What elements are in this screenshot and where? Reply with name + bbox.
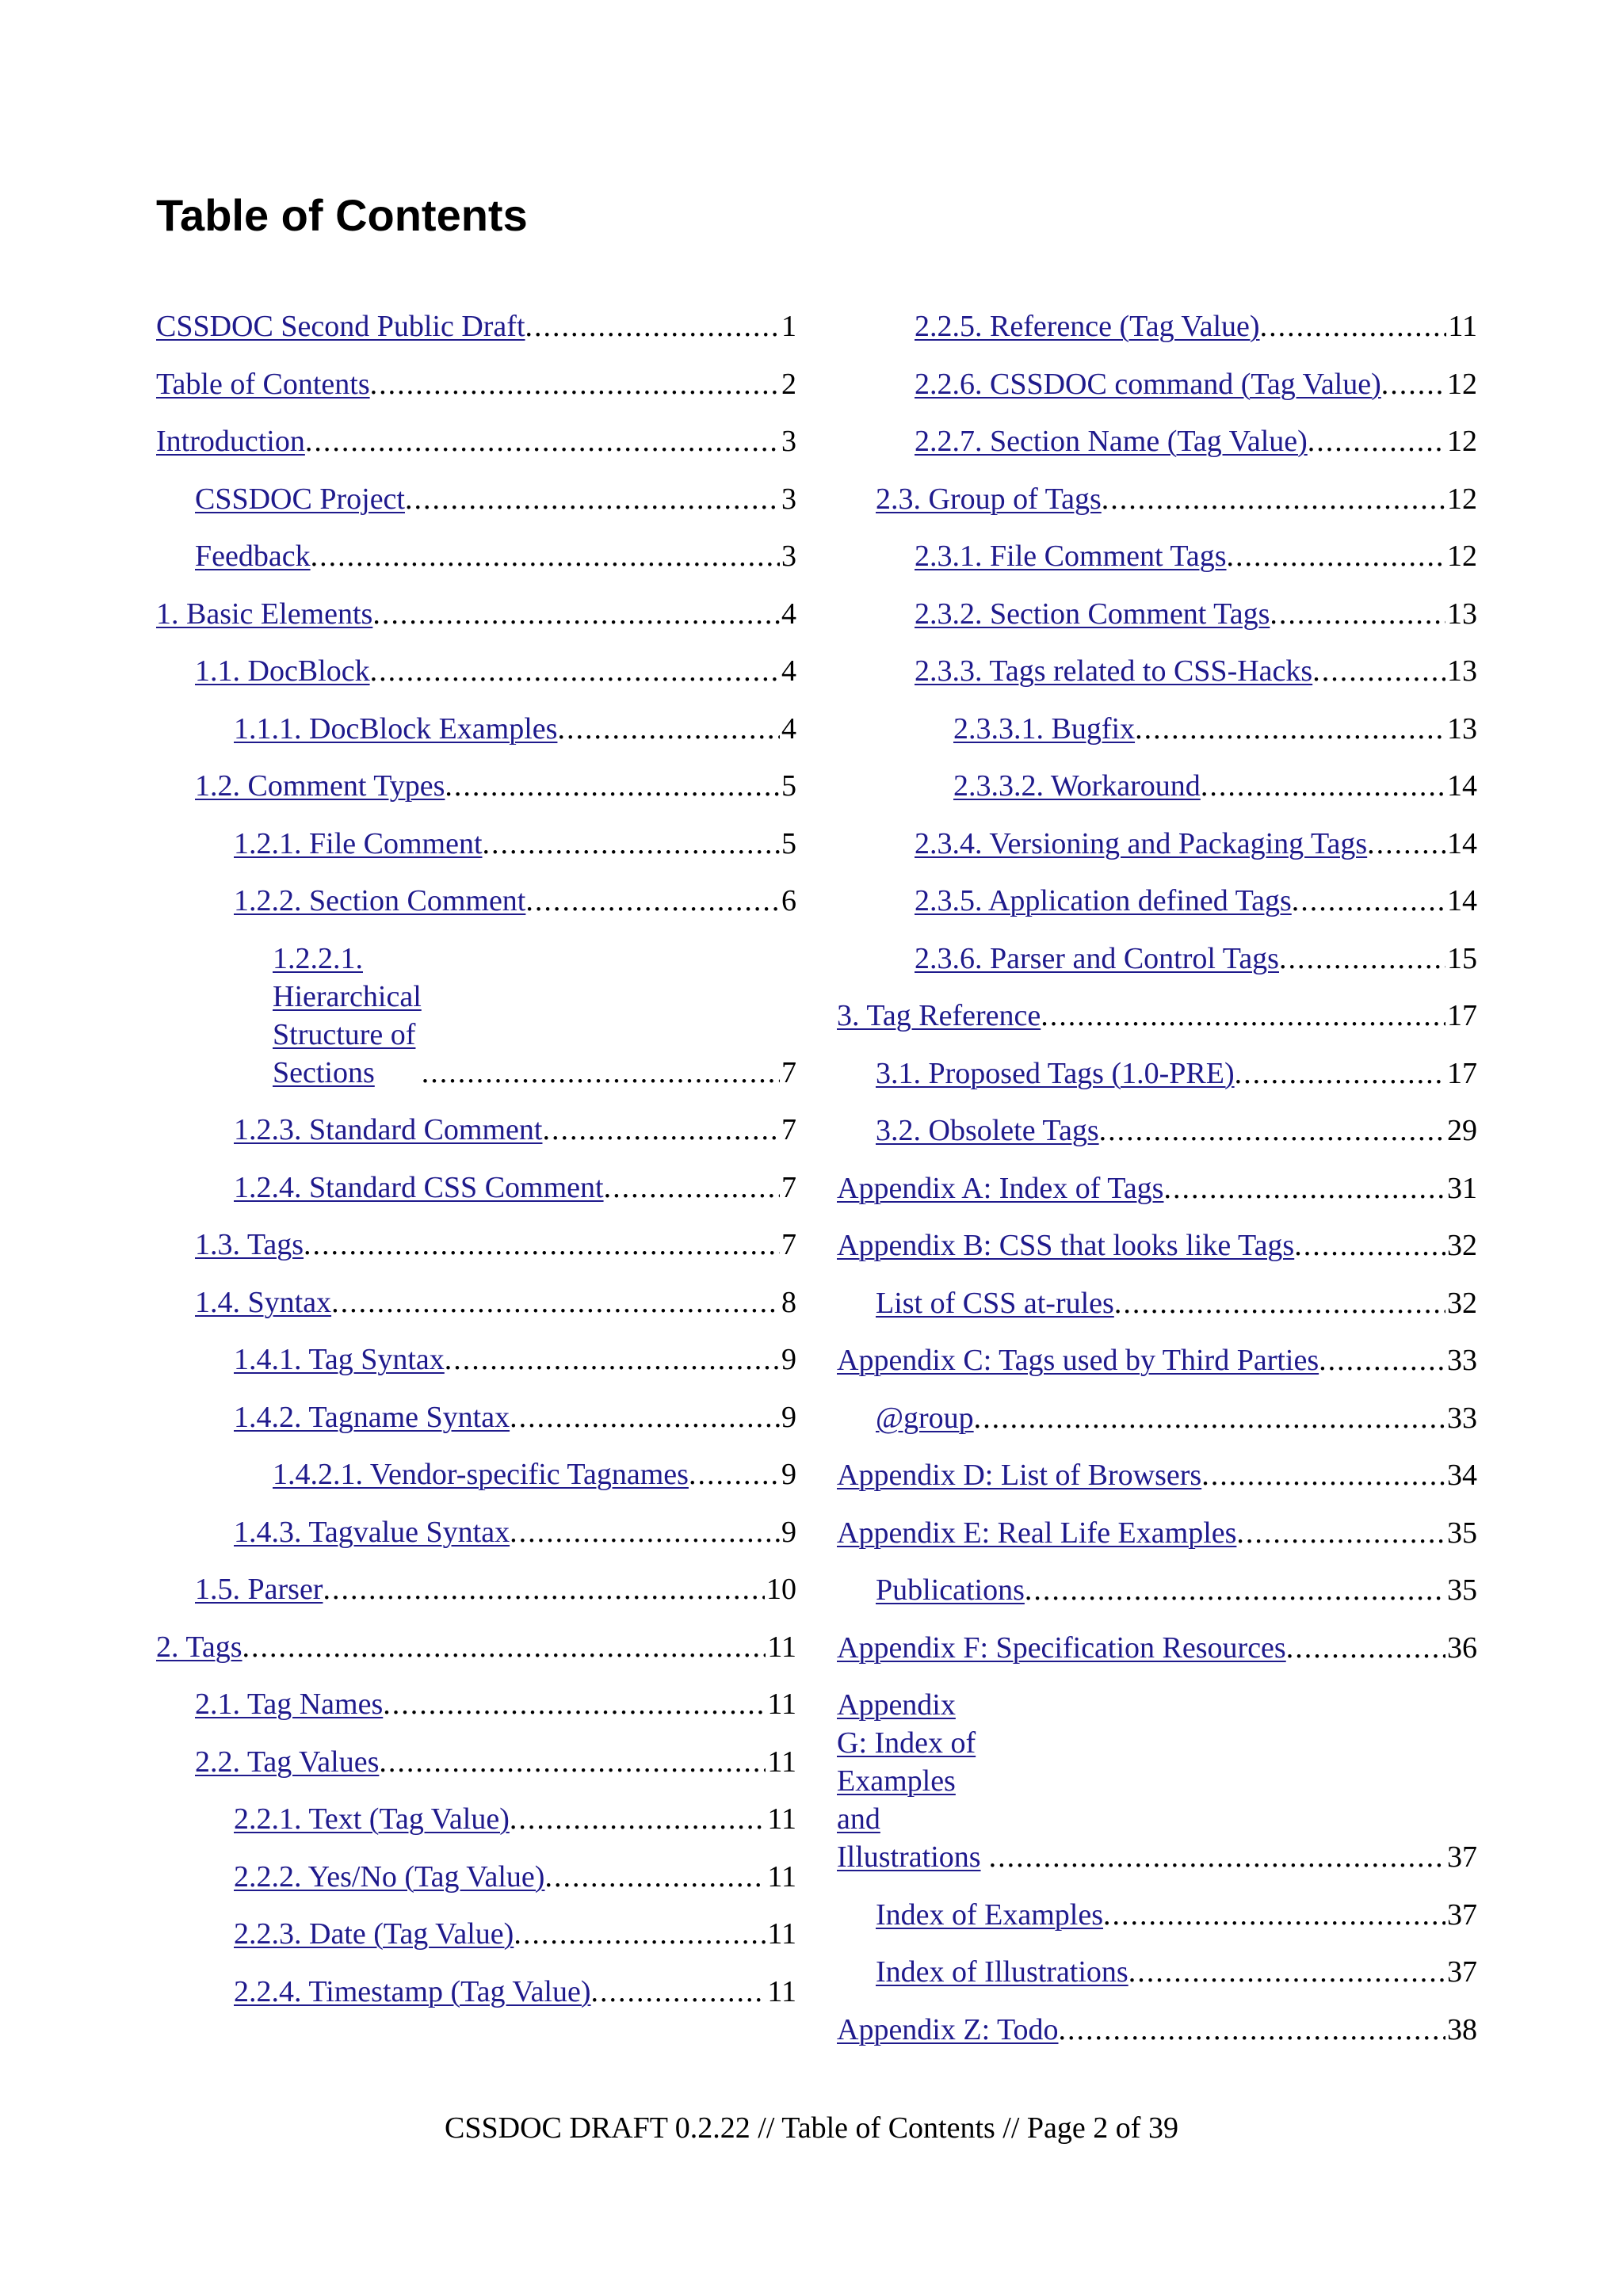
toc-leader-dots — [557, 710, 780, 748]
toc-leader-dots — [304, 1226, 780, 1264]
toc-entry-2-2-2-yes-no-tag-value — [156, 1858, 796, 1896]
toc-page-number: 3 — [781, 482, 796, 516]
toc-page-number: 17 — [1447, 1056, 1477, 1090]
toc-entry-appendix-e-real-life-examples — [837, 1514, 1477, 1552]
toc-entry-appendix-g-index-of-examples-and-illustrations — [837, 1686, 1477, 1876]
toc-link[interactable]: 1.2.3. Standard Comment — [234, 1113, 543, 1146]
toc-leader-dots — [1294, 1226, 1445, 1264]
toc-entry-1-basic-elements — [156, 595, 796, 633]
toc-leader-dots — [1128, 1953, 1445, 1991]
toc-leader-dots — [1312, 652, 1445, 690]
toc-page-number: 37 — [1447, 1840, 1477, 1874]
toc-link[interactable]: @group — [876, 1401, 974, 1435]
toc-link[interactable]: 1.2. Comment Types — [195, 769, 445, 803]
toc-link[interactable]: Index of Examples — [876, 1897, 1104, 1932]
toc-page-number: 34 — [1447, 1459, 1477, 1492]
toc-entry-cssdoc-project — [156, 480, 796, 518]
toc-leader-dots — [1367, 825, 1445, 863]
toc-leader-dots — [323, 1570, 765, 1608]
toc-page-number: 11 — [767, 1802, 796, 1836]
toc-entry-2-3-3-tags-related-to-css-hacks — [837, 652, 1477, 690]
toc-link[interactable]: 2.3.4. Versioning and Packaging Tags — [915, 826, 1368, 860]
toc-page-number: 14 — [1447, 826, 1477, 860]
toc-page-number: 32 — [1447, 1229, 1477, 1262]
toc-page-number: 31 — [1447, 1171, 1477, 1205]
toc-entry-index-of-illustrations — [837, 1953, 1477, 1991]
toc-entry-1-4-2-1-vendor-specific-tagnames — [156, 1455, 796, 1493]
toc-page-number: 11 — [767, 1630, 796, 1664]
toc-leader-dots — [510, 1513, 780, 1551]
toc-link[interactable]: Appendix B: CSS that looks like Tags — [837, 1229, 1295, 1262]
toc-page-number: 37 — [1447, 1897, 1477, 1932]
toc-entry-2-2-4-timestamp-tag-value — [156, 1973, 796, 2011]
toc-entry-2-2-1-text-tag-value — [156, 1800, 796, 1838]
toc-leader-dots — [1270, 595, 1445, 633]
toc-link[interactable]: CSSDOC Project — [195, 482, 405, 516]
toc-link[interactable]: 1.1. DocBlock — [195, 654, 370, 688]
toc-leader-dots — [1381, 365, 1445, 403]
toc-entry-1-3-tags — [156, 1226, 796, 1264]
toc-leader-dots — [370, 365, 780, 403]
toc-leader-dots — [1163, 1169, 1445, 1207]
toc-entry-1-4-1-tag-syntax — [156, 1341, 796, 1379]
toc-link[interactable]: 1.4.1. Tag Syntax — [234, 1343, 445, 1376]
toc-page-number: 15 — [1447, 941, 1477, 975]
toc-link[interactable]: 1.4.2. Tagname Syntax — [234, 1400, 510, 1434]
toc-link[interactable]: Appendix F: Specification Resources — [837, 1630, 1286, 1665]
toc-page-number: 36 — [1447, 1630, 1477, 1665]
toc-page-number: 3 — [781, 425, 796, 458]
toc-leader-dots — [383, 1685, 766, 1723]
toc-link[interactable]: 2.3.3.2. Workaround — [953, 769, 1201, 803]
toc-leader-dots — [974, 1399, 1445, 1437]
toc-page-number: 1 — [781, 310, 796, 343]
toc-leader-dots — [1308, 422, 1445, 460]
toc-page-number: 7 — [781, 1228, 796, 1261]
toc-leader-dots — [370, 652, 780, 690]
toc-entry-3-tag-reference — [837, 997, 1477, 1035]
toc-entry-2-3-3-2-workaround — [837, 767, 1477, 805]
toc-entry-index-of-examples — [837, 1896, 1477, 1934]
toc-page-number: 29 — [1447, 1114, 1477, 1147]
toc-leader-dots — [372, 595, 780, 633]
toc-leader-dots — [1025, 1571, 1445, 1609]
toc-page-number: 37 — [1447, 1955, 1477, 1989]
toc-page-number: 38 — [1447, 2012, 1477, 2046]
toc-leader-dots — [405, 480, 780, 518]
toc-leader-dots — [514, 1915, 766, 1953]
toc-entry-appendix-d-list-of-browsers — [837, 1456, 1477, 1494]
toc-page-number: 14 — [1447, 769, 1477, 803]
toc-link[interactable]: 2.3.3.1. Bugfix — [953, 711, 1136, 746]
toc-page-number: 10 — [766, 1573, 796, 1606]
toc-leader-dots — [1201, 1456, 1445, 1494]
toc-leader-dots — [604, 1169, 780, 1207]
toc-entry-table-of-contents — [156, 365, 796, 403]
toc-entry-1-2-2-section-comment — [156, 882, 796, 920]
toc-leader-dots — [510, 1398, 780, 1436]
toc-link[interactable]: 2.2. Tag Values — [195, 1745, 380, 1779]
toc-leader-dots — [1292, 882, 1445, 920]
toc-entry-1-4-2-tagname-syntax — [156, 1398, 796, 1436]
toc-leader-dots — [311, 537, 780, 575]
toc-page-number: 4 — [781, 654, 796, 688]
toc-link[interactable]: 3.1. Proposed Tags (1.0-PRE) — [876, 1056, 1235, 1090]
toc-entry-3-2-obsolete-tags — [837, 1112, 1477, 1150]
toc-page-number: 35 — [1447, 1516, 1477, 1550]
toc-leader-dots — [445, 767, 780, 805]
toc-link[interactable]: Index of Illustrations — [876, 1955, 1128, 1989]
toc-left-column — [156, 307, 796, 2030]
toc-page-number: 13 — [1447, 711, 1477, 746]
toc-entry-publications — [837, 1571, 1477, 1609]
toc-page-number: 9 — [781, 1400, 796, 1434]
toc-leader-dots — [379, 1743, 766, 1781]
toc-link[interactable]: Appendix Z: Todo — [837, 2012, 1059, 2046]
toc-leader-dots — [1236, 1514, 1445, 1552]
toc-link[interactable]: 2.2.7. Section Name (Tag Value) — [915, 425, 1308, 458]
toc-link[interactable]: 1.2.4. Standard CSS Comment — [234, 1170, 604, 1204]
toc-entry-appendix-z-todo — [837, 2011, 1477, 2049]
toc-entry-2-3-5-application-defined-tags — [837, 882, 1477, 920]
toc-link[interactable]: 2.2.4. Timestamp (Tag Value) — [234, 1974, 591, 2008]
toc-link[interactable]: 1.2.2.1. Hierarchical Structure of Sections — [273, 941, 422, 1089]
toc-link[interactable]: 3.2. Obsolete Tags — [876, 1114, 1099, 1147]
toc-entry-introduction — [156, 422, 796, 460]
toc-leader-dots — [525, 882, 780, 920]
toc-page-number: 7 — [781, 1113, 796, 1146]
toc-page-number: 11 — [767, 1745, 796, 1779]
toc-leader-dots — [1319, 1341, 1445, 1379]
toc-page-number: 14 — [1447, 884, 1477, 917]
toc-link[interactable]: 2.3.2. Section Comment Tags — [915, 597, 1270, 631]
toc-leader-dots — [1041, 997, 1445, 1035]
toc-leader-dots — [422, 1054, 780, 1092]
toc-entry-2-3-1-file-comment-tags — [837, 537, 1477, 575]
toc-leader-dots — [1103, 1896, 1445, 1934]
toc-entry-1-4-3-tagvalue-syntax — [156, 1513, 796, 1551]
toc-link[interactable]: 2.3.1. File Comment Tags — [915, 540, 1227, 573]
toc-page-number: 3 — [781, 540, 796, 573]
toc-link[interactable]: 2.3. Group of Tags — [876, 482, 1102, 516]
toc-link[interactable]: Appendix A: Index of Tags — [837, 1171, 1164, 1205]
toc-leader-dots — [591, 1973, 766, 2011]
toc-entry-1-1-1-docblock-examples — [156, 710, 796, 748]
toc-link[interactable]: Appendix E: Real Life Examples — [837, 1516, 1237, 1550]
toc-link[interactable]: Appendix C: Tags used by Third Parties — [837, 1344, 1319, 1377]
toc-leader-dots — [1286, 1629, 1445, 1667]
toc-entry-3-1-proposed-tags-1-0-pre — [837, 1055, 1477, 1093]
toc-page-number: 9 — [781, 1458, 796, 1491]
toc-entry-2-2-3-date-tag-value — [156, 1915, 796, 1953]
toc-link[interactable]: 2.2.5. Reference (Tag Value) — [915, 310, 1260, 343]
toc-page-number: 7 — [781, 1055, 796, 1089]
toc-leader-dots — [544, 1858, 766, 1896]
toc-entry-2-2-5-reference-tag-value — [837, 307, 1477, 345]
toc-page-number: 11 — [767, 1859, 796, 1894]
toc-link[interactable]: 3. Tag Reference — [837, 999, 1041, 1032]
toc-page-number: 5 — [781, 769, 796, 803]
toc-entry-2-3-6-parser-and-control-tags — [837, 940, 1477, 978]
toc-page-number: 17 — [1447, 999, 1477, 1032]
toc-entry-1-2-2-1-hierarchical-structure-of-sections — [156, 940, 796, 1092]
toc-leader-dots — [445, 1341, 780, 1379]
toc-leader-dots — [1235, 1055, 1445, 1093]
toc-page-number: 11 — [767, 1917, 796, 1951]
toc-page-number: 11 — [767, 1974, 796, 2008]
toc-link[interactable]: 2.2.1. Text (Tag Value) — [234, 1802, 510, 1836]
toc-entry-2-3-4-versioning-and-packaging-tags — [837, 825, 1477, 863]
toc-link[interactable]: 1.2.1. File Comment — [234, 826, 483, 860]
toc-entry-1-1-docblock — [156, 652, 796, 690]
toc-page-number: 9 — [781, 1515, 796, 1549]
toc-page-number: 5 — [781, 826, 796, 860]
toc-entry-1-2-comment-types — [156, 767, 796, 805]
toc-entry-cssdoc-second-public-draft — [156, 307, 796, 345]
toc-leader-dots — [1099, 1112, 1445, 1150]
toc-entry-appendix-c-tags-used-by-third-parties — [837, 1341, 1477, 1379]
toc-page-number: 13 — [1447, 654, 1477, 688]
toc-link[interactable]: List of CSS at-rules — [876, 1286, 1114, 1320]
toc-link[interactable]: 2.2.3. Date (Tag Value) — [234, 1917, 514, 1951]
toc-page-number: 12 — [1447, 540, 1477, 573]
toc-link[interactable]: 1.1.1. DocBlock Examples — [234, 711, 558, 746]
toc-page-number: 6 — [781, 884, 796, 917]
toc-leader-dots — [331, 1283, 780, 1322]
toc-link[interactable]: CSSDOC Second Public Draft — [156, 310, 525, 343]
toc-leader-dots — [1114, 1284, 1445, 1322]
toc-page-number: 11 — [767, 1688, 796, 1721]
toc-entry-1-2-4-standard-css-comment — [156, 1169, 796, 1207]
toc-leader-dots — [1279, 940, 1445, 978]
toc-entry-2-2-tag-values — [156, 1743, 796, 1781]
toc-link[interactable]: 1.3. Tags — [195, 1228, 304, 1261]
toc-page-number: 7 — [781, 1170, 796, 1204]
toc-leader-dots — [542, 1111, 780, 1149]
toc-link[interactable]: Feedback — [195, 540, 311, 573]
toc-entry-2-3-2-section-comment-tags — [837, 595, 1477, 633]
toc-link[interactable]: 2.3.3. Tags related to CSS-Hacks — [915, 654, 1313, 688]
toc-entry-1-2-3-standard-comment — [156, 1111, 796, 1149]
toc-page-number: 13 — [1447, 597, 1477, 631]
toc-page-number: 9 — [781, 1343, 796, 1376]
toc-link[interactable]: Table of Contents — [156, 367, 370, 401]
toc-leader-dots — [242, 1628, 766, 1666]
toc-leader-dots — [1135, 710, 1445, 748]
toc-page-number: 4 — [781, 597, 796, 631]
toc-leader-dots — [1102, 480, 1445, 518]
toc-page-number: 35 — [1447, 1573, 1477, 1607]
toc-right-column — [837, 307, 1477, 2068]
toc-link[interactable]: 1.4.3. Tagvalue Syntax — [234, 1515, 510, 1549]
toc-entry-appendix-a-index-of-tags — [837, 1169, 1477, 1207]
toc-link[interactable]: 2.3.6. Parser and Control Tags — [915, 941, 1279, 975]
toc-entry-2-2-6-cssdoc-command-tag-value — [837, 365, 1477, 403]
toc-leader-dots — [525, 307, 781, 345]
toc-page-number: 8 — [781, 1285, 796, 1319]
toc-link[interactable]: Introduction — [156, 425, 305, 458]
toc-link[interactable]: 2.2.6. CSSDOC command (Tag Value) — [915, 367, 1381, 401]
toc-entry-group — [837, 1399, 1477, 1437]
toc-entry-2-3-group-of-tags — [837, 480, 1477, 518]
toc-link[interactable]: 1.2.2. Section Comment — [234, 884, 526, 917]
toc-link[interactable]: 2.1. Tag Names — [195, 1688, 384, 1721]
toc-link[interactable]: 1. Basic Elements — [156, 597, 373, 631]
toc-link[interactable]: Appendix G: Index of Examples and Illustrations — [837, 1688, 981, 1874]
toc-link[interactable]: 2.2.2. Yes/No (Tag Value) — [234, 1859, 545, 1894]
toc-leader-dots — [1059, 2011, 1445, 2049]
toc-link[interactable]: 2. Tags — [156, 1630, 242, 1664]
toc-entry-2-2-7-section-name-tag-value — [837, 422, 1477, 460]
toc-page-number: 12 — [1447, 482, 1477, 516]
page-footer: CSSDOC DRAFT 0.2.22 // Table of Contents // Page 2 of 39 — [445, 2111, 1178, 2145]
toc-leader-dots — [1201, 767, 1445, 805]
toc-page-number: 12 — [1447, 425, 1477, 458]
toc-link[interactable]: 2.3.5. Application defined Tags — [915, 884, 1292, 917]
toc-entry-appendix-f-specification-resources — [837, 1629, 1477, 1667]
toc-page-number: 4 — [781, 711, 796, 746]
toc-link[interactable]: Publications — [876, 1573, 1025, 1607]
toc-entry-2-1-tag-names — [156, 1685, 796, 1723]
toc-entry-2-tags — [156, 1628, 796, 1666]
toc-entry-list-of-css-at-rules — [837, 1284, 1477, 1322]
toc-link[interactable]: 1.4.2.1. Vendor-specific Tagnames — [273, 1458, 689, 1491]
toc-link[interactable]: Appendix D: List of Browsers — [837, 1459, 1202, 1492]
toc-entry-feedback — [156, 537, 796, 575]
toc-entry-appendix-b-css-that-looks-like-tags — [837, 1226, 1477, 1264]
toc-leader-dots — [510, 1800, 766, 1838]
toc-leader-dots — [989, 1838, 1445, 1876]
toc-entry-2-3-3-1-bugfix — [837, 710, 1477, 748]
toc-page-number: 33 — [1447, 1401, 1477, 1435]
toc-entry-1-2-1-file-comment — [156, 825, 796, 863]
toc-page-number: 11 — [1448, 310, 1477, 343]
toc-link[interactable]: 1.5. Parser — [195, 1573, 323, 1606]
toc-leader-dots — [305, 422, 780, 460]
toc-entry-1-4-syntax — [156, 1283, 796, 1322]
toc-page-number: 32 — [1447, 1286, 1477, 1320]
toc-page-number: 33 — [1447, 1344, 1477, 1377]
toc-link[interactable]: 1.4. Syntax — [195, 1285, 332, 1319]
toc-leader-dots — [1227, 537, 1445, 575]
toc-page-number: 2 — [781, 367, 796, 401]
toc-page-number: 12 — [1447, 367, 1477, 401]
toc-leader-dots — [483, 825, 781, 863]
page-title: Table of Contents — [156, 190, 528, 240]
toc-entry-1-5-parser — [156, 1570, 796, 1608]
toc-leader-dots — [1260, 307, 1447, 345]
toc-leader-dots — [689, 1455, 780, 1493]
